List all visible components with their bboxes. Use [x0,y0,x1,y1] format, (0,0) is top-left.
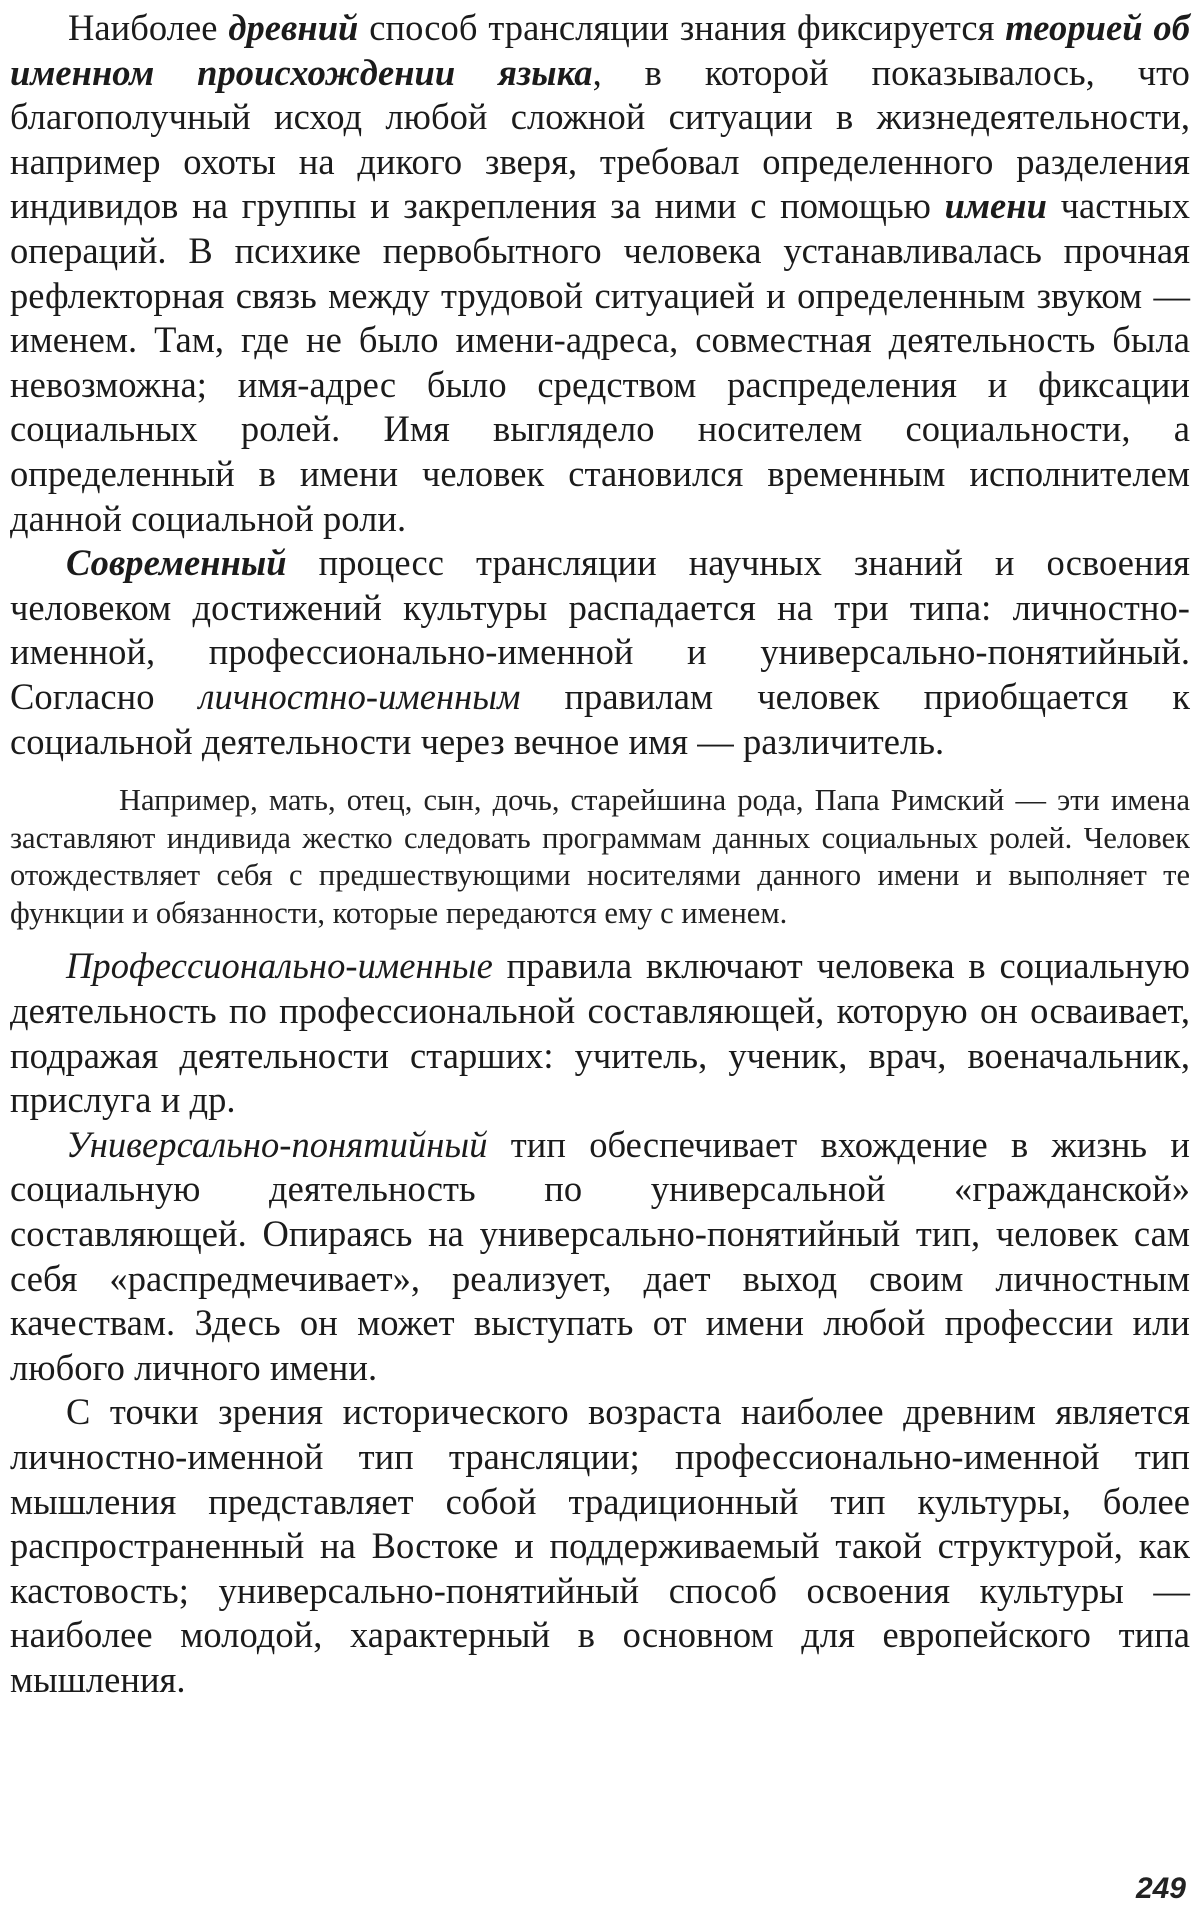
paragraph-historical-age: С точки зрения исторического возраста наиболее древним является личностно-именной тип трансляции; профессионально-именной тип мышления представляет собой традиционный тип культуры, более распространенный на Востоке и поддерживаемый такой структурой, как кастовость; универсально-понятийный способ освоения культуры — наиболее молодой, характерный в основном для европейского типа мышления. [10,1391,1190,1700]
paragraph-modern-process [10,541,1190,764]
text-run: , в которой показывалось, что благополучный исход любой сложной ситуации в жизнедеятельности, например охоты на дикого зверя, требовал определенного разделения индивидов на группы и закрепления за ними с помощью [10,51,1190,227]
emphasis-theory: теорией об именном происхождении языка [10,7,1190,93]
emphasis-ancient: древний [228,7,359,48]
emphasis-modern: Современный [66,542,287,584]
text-run: правилам человек приобщается к социальной деятельности через вечное имя — различитель. [10,675,1190,762]
emphasis-professional: Профессионально-именные [66,945,493,987]
book-page [10,6,1190,1703]
text-run: тип обеспечивает вхождение в жизнь и социальную деятельность по универсальной «гражданской» составляющей. Опираясь на универсально-понятийный тип, человек сам себя «распредмечивает», реализует, дает выход своим личностным качествам. Здесь он может выступать от имени любой профессии или любого личного имени. [10,1123,1190,1388]
text-run: частных операций. В психике первобытного человека устанавливалась прочная рефлекторная связь между трудовой ситуацией и определенным звуком — именем. Там, где не было имени-адреса, совместная деятельность была невозможна; имя-адрес было средством распределения и фиксации социальных ролей. Имя выглядело носителем социальности, а определенный в имени человек становился временным исполнителем данной социальной роли. [10,185,1191,539]
paragraph-universal [10,1123,1190,1391]
text-run: процесс трансляции научных знаний и освоения человеком достижений культуры распадается на три типа: личностно-именной, профессионально-именной и универсально-понятийный. Согласно [10,542,1190,717]
paragraph-professional [10,944,1190,1122]
text-run: Наиболее [68,7,229,48]
page-number: 249 [1135,1872,1186,1905]
emphasis-personal-name: личностно-именным [198,675,521,717]
example-block: Например, мать, отец, сын, дочь, старейшина рода, Папа Римский — эти имена заставляют индивида жестко следовать программам данных социальных ролей. Человек отождествляет себя с предшествующими носителями данного имени и выполняет те функции и обязанности, которые передаются ему с именем. [10,783,1190,930]
emphasis-name: имени [944,185,1047,227]
paragraph-ancient-method [10,6,1190,541]
text-run: правила включают человека в социальную деятельность по профессиональной составляющей, которую он осваивает, подражая деятельности старших: учитель, ученик, врач, военачальник, прислуга и др. [10,945,1190,1121]
text-run: способ трансляции знания фиксируется [358,7,1006,48]
emphasis-universal: Универсально-понятийный [66,1123,488,1165]
